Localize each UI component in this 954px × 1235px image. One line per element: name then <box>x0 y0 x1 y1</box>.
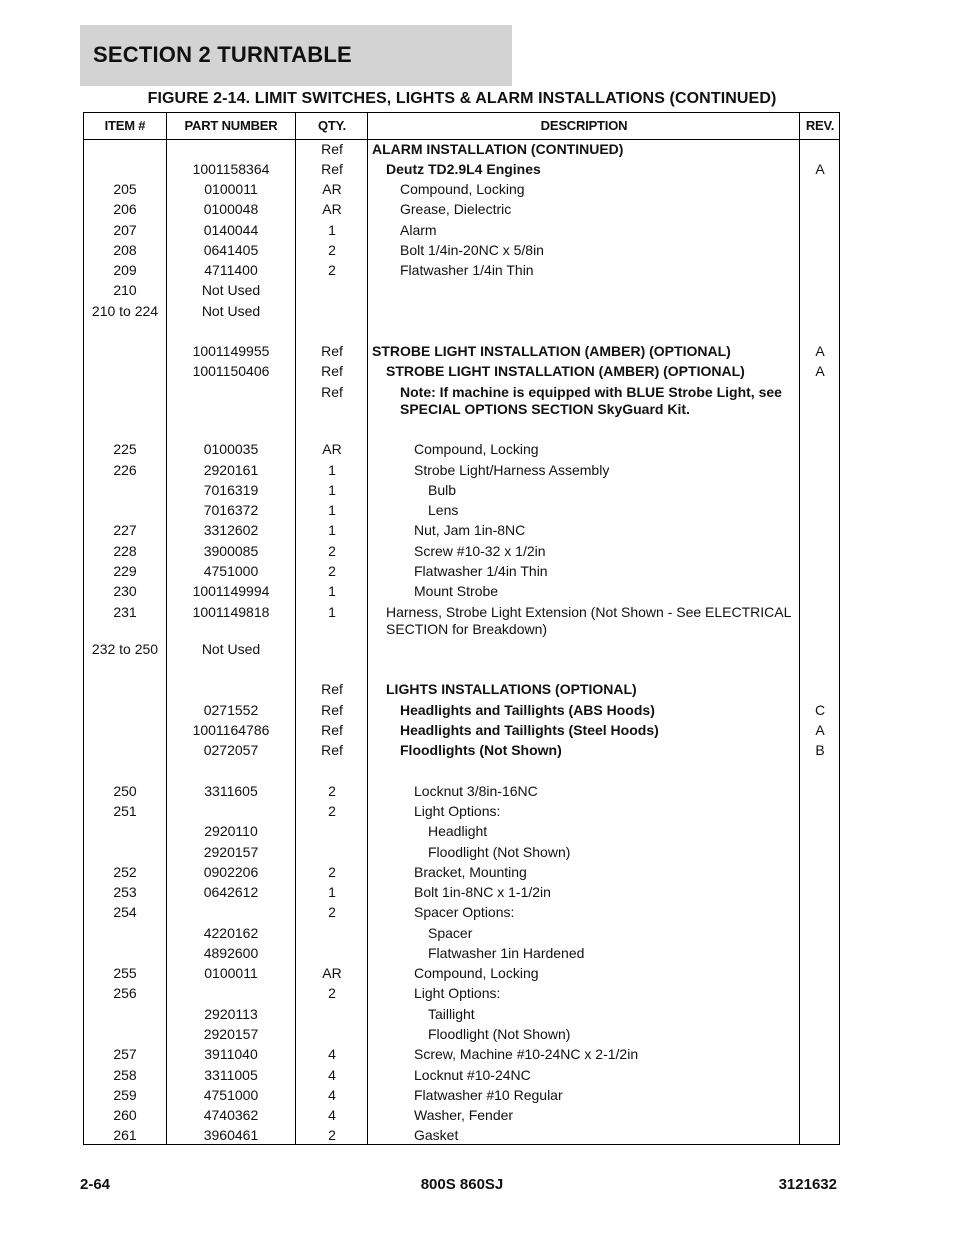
parts-table <box>83 112 840 1145</box>
header-part-number: PART NUMBER <box>184 118 278 133</box>
description-line: Gasket <box>414 1127 459 1143</box>
part-number-cell: 0100048 <box>203 201 259 217</box>
qty-cell: AR <box>322 441 342 457</box>
part-number-cell: 3312602 <box>203 522 259 538</box>
part-number-cell: 1001149818 <box>192 604 270 620</box>
description-cell <box>372 242 796 259</box>
description-cell <box>372 604 796 638</box>
qty-cell: 2 <box>328 1127 336 1143</box>
description-cell <box>372 363 796 380</box>
qty-cell: 2 <box>328 242 336 258</box>
description-cell <box>372 482 796 499</box>
description-line: Compound, Locking <box>414 441 539 457</box>
section-title: SECTION 2 TURNTABLE <box>93 42 352 67</box>
description-cell <box>372 141 796 158</box>
item-cell: 206 <box>113 201 137 217</box>
description-line: Bulb <box>428 482 457 498</box>
qty-cell: 2 <box>328 783 336 799</box>
part-number-cell: 2920157 <box>203 844 259 860</box>
part-number-cell: 1001149955 <box>192 343 270 359</box>
description-line: Compound, Locking <box>414 965 539 981</box>
part-number-cell: 4740362 <box>203 1107 259 1123</box>
page-number: 2-64 <box>80 1176 111 1193</box>
qty-cell: AR <box>322 201 342 217</box>
part-number-cell: 0100035 <box>203 441 259 457</box>
header-divider <box>84 139 839 140</box>
description-line: Flatwasher 1/4in Thin <box>414 563 548 579</box>
rev-cell: C <box>814 702 826 718</box>
item-cell: 226 <box>113 462 137 478</box>
qty-cell: 2 <box>328 985 336 1001</box>
part-number-cell: 2920110 <box>204 823 258 839</box>
description-cell <box>372 161 796 178</box>
qty-cell: Ref <box>321 702 343 718</box>
description-cell <box>372 343 796 360</box>
part-number-cell: 3900085 <box>203 543 259 559</box>
description-line: Floodlight (Not Shown) <box>428 844 571 860</box>
part-number-cell: 3311605 <box>204 783 258 799</box>
qty-cell: 2 <box>328 543 336 559</box>
description-line: Alarm <box>400 222 437 238</box>
item-cell: 258 <box>113 1067 137 1083</box>
part-number-cell: 1001164786 <box>192 722 270 738</box>
description-line: Headlight <box>428 823 488 839</box>
description-line: STROBE LIGHT INSTALLATION (AMBER) (OPTIONAL) <box>386 363 745 379</box>
description-cell <box>372 1087 796 1104</box>
description-line: Bracket, Mounting <box>414 864 527 880</box>
item-cell: 209 <box>113 262 137 278</box>
qty-cell: Ref <box>321 161 343 177</box>
item-cell: 251 <box>113 803 137 819</box>
description-line: Grease, Dielectric <box>400 201 512 217</box>
part-number-cell: 4751000 <box>203 563 259 579</box>
description-cell <box>372 904 796 921</box>
column-divider <box>799 113 800 1144</box>
description-line: Harness, Strobe Light Extension (Not Shown - See ELECTRICAL <box>386 604 792 620</box>
model-name: 800S 860SJ <box>420 1176 504 1193</box>
description-line: Light Options: <box>414 985 501 1001</box>
item-cell: 255 <box>113 965 137 981</box>
rev-cell: A <box>815 161 825 177</box>
qty-cell: 1 <box>328 482 336 498</box>
description-cell <box>372 1006 796 1023</box>
item-cell: 252 <box>113 864 137 880</box>
qty-cell: 1 <box>328 604 336 620</box>
part-number-cell: 0271552 <box>203 702 259 718</box>
item-cell: 232 to 250 <box>91 641 159 657</box>
description-cell <box>372 1127 796 1144</box>
description-line: Spacer <box>428 925 473 941</box>
item-cell: 259 <box>113 1087 137 1103</box>
item-cell: 225 <box>113 441 137 457</box>
item-cell: 230 <box>113 583 137 599</box>
description-cell <box>372 201 796 218</box>
description-cell <box>372 722 796 739</box>
item-cell: 261 <box>113 1127 137 1143</box>
description-line: Locknut #10-24NC <box>414 1067 531 1083</box>
description-line: SPECIAL OPTIONS SECTION SkyGuard Kit. <box>400 401 690 417</box>
description-line: STROBE LIGHT INSTALLATION (AMBER) (OPTIONAL) <box>372 343 731 359</box>
description-cell <box>372 965 796 982</box>
qty-cell: Ref <box>321 363 343 379</box>
rev-cell: B <box>815 742 825 758</box>
description-line: Flatwasher 1/4in Thin <box>400 262 534 278</box>
item-cell: 227 <box>113 522 137 538</box>
description-line: Mount Strobe <box>414 583 499 599</box>
part-number-cell: 1001149994 <box>192 583 270 599</box>
description-cell <box>372 462 796 479</box>
description-line: Spacer Options: <box>414 904 515 920</box>
description-line: SECTION for Breakdown) <box>386 621 548 637</box>
description-line: Floodlights (Not Shown) <box>400 742 562 758</box>
qty-cell: 2 <box>328 864 336 880</box>
description-cell <box>372 1067 796 1084</box>
description-line: Washer, Fender <box>414 1107 514 1123</box>
header-description: DESCRIPTION <box>540 118 628 133</box>
description-cell <box>372 583 796 600</box>
qty-cell: Ref <box>321 343 343 359</box>
description-line: Nut, Jam 1in-8NC <box>414 522 526 538</box>
header-rev: REV. <box>805 118 835 133</box>
qty-cell: AR <box>322 181 342 197</box>
qty-cell: Ref <box>321 141 343 157</box>
description-line: Screw, Machine #10-24NC x 2-1/2in <box>414 1046 639 1062</box>
part-number-cell: 4711400 <box>204 262 258 278</box>
qty-cell: 1 <box>328 522 336 538</box>
description-cell <box>372 945 796 962</box>
part-number-cell: 2920161 <box>203 462 259 478</box>
part-number-cell: 1001158364 <box>192 161 270 177</box>
qty-cell: 1 <box>328 884 336 900</box>
description-line: Bolt 1in-8NC x 1-1/2in <box>414 884 551 900</box>
qty-cell: 2 <box>328 803 336 819</box>
part-number-cell: 0642612 <box>203 884 259 900</box>
qty-cell: 4 <box>328 1087 336 1103</box>
description-line: Headlights and Taillights (Steel Hoods) <box>400 722 659 738</box>
part-number-cell: 4892600 <box>203 945 259 961</box>
description-cell <box>372 844 796 861</box>
description-line: Compound, Locking <box>400 181 525 197</box>
qty-cell: 1 <box>328 583 336 599</box>
part-number-cell: Not Used <box>201 282 261 298</box>
description-cell <box>372 1107 796 1124</box>
description-cell <box>372 1046 796 1063</box>
part-number-cell: 2920157 <box>203 1026 259 1042</box>
item-cell: 260 <box>113 1107 137 1123</box>
item-cell: 210 to 224 <box>91 303 159 319</box>
qty-cell: 4 <box>328 1046 336 1062</box>
description-cell <box>372 803 796 820</box>
part-number-cell: 4751000 <box>203 1087 259 1103</box>
part-number-cell: 4220162 <box>203 925 259 941</box>
qty-cell: Ref <box>321 722 343 738</box>
part-number-cell: 7016319 <box>203 482 259 498</box>
description-line: Strobe Light/Harness Assembly <box>414 462 610 478</box>
description-line: Flatwasher #10 Regular <box>414 1087 563 1103</box>
part-number-cell: 0100011 <box>204 181 258 197</box>
description-cell <box>372 823 796 840</box>
description-cell <box>372 925 796 942</box>
description-cell <box>372 884 796 901</box>
item-cell: 231 <box>113 604 137 620</box>
rev-cell: A <box>815 343 825 359</box>
description-line: Deutz TD2.9L4 Engines <box>386 161 541 177</box>
section-header <box>80 25 512 86</box>
description-line: Locknut 3/8in-16NC <box>414 783 538 799</box>
part-number-cell: 0272057 <box>203 742 259 758</box>
description-cell <box>372 864 796 881</box>
item-cell: 228 <box>113 543 137 559</box>
description-line: Light Options: <box>414 803 501 819</box>
description-cell <box>372 1026 796 1043</box>
part-number-cell: 3960461 <box>203 1127 259 1143</box>
description-line: Headlights and Taillights (ABS Hoods) <box>400 702 655 718</box>
part-number-cell: 7016372 <box>203 502 259 518</box>
rev-cell: A <box>815 363 825 379</box>
part-number-cell: Not Used <box>201 641 261 657</box>
item-cell: 210 <box>113 282 137 298</box>
description-cell <box>372 441 796 458</box>
qty-cell: 1 <box>328 462 336 478</box>
description-line: Screw #10-32 x 1/2in <box>414 543 546 559</box>
qty-cell: Ref <box>321 681 343 697</box>
description-cell <box>372 384 796 418</box>
item-cell: 256 <box>113 985 137 1001</box>
qty-cell: 2 <box>328 904 336 920</box>
item-cell: 229 <box>113 563 137 579</box>
header-qty: QTY. <box>317 118 347 133</box>
description-cell <box>372 222 796 239</box>
description-line: LIGHTS INSTALLATIONS (OPTIONAL) <box>386 681 637 697</box>
part-number-cell: Not Used <box>201 303 261 319</box>
qty-cell: Ref <box>321 742 343 758</box>
description-line: Note: If machine is equipped with BLUE Strobe Light, see <box>400 384 782 400</box>
part-number-cell: 3311005 <box>204 1067 258 1083</box>
part-number-cell: 0140044 <box>203 222 259 238</box>
description-cell <box>372 742 796 759</box>
item-cell: 253 <box>113 884 137 900</box>
qty-cell: Ref <box>321 384 343 400</box>
description-line: Floodlight (Not Shown) <box>428 1026 571 1042</box>
part-number-cell: 0641405 <box>203 242 259 258</box>
part-number-cell: 1001150406 <box>192 363 270 379</box>
item-cell: 208 <box>113 242 137 258</box>
description-cell <box>372 702 796 719</box>
description-cell <box>372 783 796 800</box>
qty-cell: 4 <box>328 1107 336 1123</box>
item-cell: 257 <box>113 1046 137 1062</box>
qty-cell: 2 <box>328 262 336 278</box>
description-cell <box>372 681 796 698</box>
item-cell: 250 <box>113 783 137 799</box>
header-item: ITEM # <box>104 118 146 133</box>
qty-cell: 1 <box>328 222 336 238</box>
qty-cell: 4 <box>328 1067 336 1083</box>
description-cell <box>372 502 796 519</box>
item-cell: 207 <box>113 222 137 238</box>
description-line: Lens <box>428 502 459 518</box>
description-line: Bolt 1/4in-20NC x 5/8in <box>400 242 544 258</box>
qty-cell: 2 <box>328 563 336 579</box>
description-line: Taillight <box>428 1006 475 1022</box>
item-cell: 254 <box>113 904 137 920</box>
figure-title: FIGURE 2-14. LIMIT SWITCHES, LIGHTS & ALARM INSTALLATIONS (CONTINUED) <box>147 90 777 107</box>
description-cell <box>372 543 796 560</box>
rev-cell: A <box>815 722 825 738</box>
description-line: Flatwasher 1in Hardened <box>428 945 585 961</box>
description-line: ALARM INSTALLATION (CONTINUED) <box>372 141 624 157</box>
doc-number: 3121632 <box>778 1176 837 1193</box>
description-cell <box>372 262 796 279</box>
qty-cell: AR <box>322 965 342 981</box>
item-cell: 205 <box>113 181 137 197</box>
description-cell <box>372 181 796 198</box>
part-number-cell: 2920113 <box>204 1006 258 1022</box>
part-number-cell: 0902206 <box>203 864 259 880</box>
part-number-cell: 0100011 <box>204 965 258 981</box>
part-number-cell: 3911040 <box>204 1046 258 1062</box>
qty-cell: 1 <box>328 502 336 518</box>
description-cell <box>372 563 796 580</box>
description-cell <box>372 522 796 539</box>
description-cell <box>372 985 796 1002</box>
